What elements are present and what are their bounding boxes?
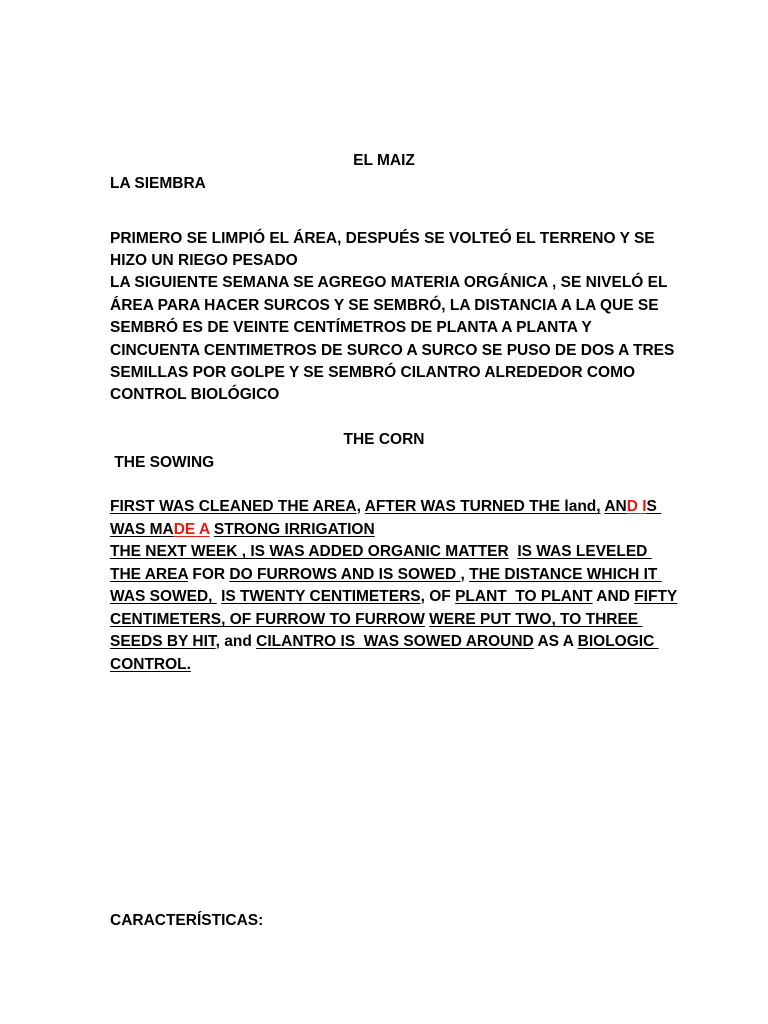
spanish-line-5: SEMBRÓ ES DE VEINTE CENTÍMETROS DE PLANTA A PLANTA Y <box>110 319 592 336</box>
english-line-4 <box>110 565 662 585</box>
text-segment: , <box>356 498 365 515</box>
text-segment: WAS SOWED, <box>110 588 217 605</box>
text-segment: DO FURROWS AND IS SOWED <box>229 566 461 583</box>
text-segment: FIRST WAS CLEANED THE AREA <box>110 498 357 515</box>
text-segment: S <box>646 498 662 515</box>
text-segment: PLANT TO PLANT <box>455 588 593 605</box>
text-segment: THE NEXT WEEK , IS WAS ADDED ORGANIC MATTER <box>110 543 509 560</box>
text-segment: CENTIMETERS, OF FURROW TO FURROW <box>110 611 425 628</box>
spanish-line-2: HIZO UN RIEGO PESADO <box>110 252 298 269</box>
characteristics-heading: CARACTERÍSTICAS: <box>110 912 264 929</box>
text-segment: WERE PUT TWO, TO THREE <box>429 611 643 628</box>
spanish-line-7: SEMILLAS POR GOLPE Y SE SEMBRÓ CILANTRO ALREDEDOR COMO <box>110 364 636 381</box>
text-segment: STRONG IRRIGATION <box>213 521 375 538</box>
highlighted-correction: D I <box>626 498 647 515</box>
english-line-1 <box>110 497 661 517</box>
english-line-8 <box>110 655 191 675</box>
spanish-line-8: CONTROL BIOLÓGICO <box>110 386 280 403</box>
spanish-subtitle: LA SIEMBRA <box>110 175 206 192</box>
text-segment: CONTROL. <box>110 656 191 673</box>
text-segment: FIFTY <box>634 588 678 605</box>
spanish-line-1: PRIMERO SE LIMPIÓ EL ÁREA, DESPUÉS SE VOLTEÓ EL TERRENO Y SE <box>110 230 655 247</box>
text-segment: BIOLOGIC <box>577 633 659 650</box>
text-segment: THE AREA <box>110 566 189 583</box>
english-title: THE CORN <box>343 431 425 448</box>
english-line-6 <box>110 610 642 630</box>
text-segment: IS TWENTY CENTIMETERS <box>221 588 421 605</box>
text-segment: , <box>460 566 470 583</box>
text-segment: WAS MA <box>110 521 174 538</box>
text-segment: FOR <box>188 566 230 583</box>
spanish-title: EL MAIZ <box>353 152 415 169</box>
english-subtitle: THE SOWING <box>110 454 215 471</box>
english-line-3 <box>110 542 652 562</box>
text-segment: CILANTRO IS WAS SOWED AROUND <box>256 633 534 650</box>
text-segment: , and <box>215 633 257 650</box>
text-segment: , OF <box>420 588 456 605</box>
spanish-line-6: CINCUENTA CENTIMETROS DE SURCO A SURCO SE PUSO DE DOS A TRES <box>110 342 675 359</box>
text-segment: AN <box>604 498 627 515</box>
english-line-2 <box>110 520 375 540</box>
spanish-line-4: ÁREA PARA HACER SURCOS Y SE SEMBRÓ, LA DISTANCIA A LA QUE SE <box>110 297 659 314</box>
spanish-line-3: LA SIGUIENTE SEMANA SE AGREGO MATERIA ORGÁNICA , SE NIVELÓ EL <box>110 274 668 291</box>
english-line-7 <box>110 632 659 652</box>
text-segment: SEEDS BY HIT <box>110 633 216 650</box>
text-segment: IS WAS LEVELED <box>517 543 652 560</box>
text-segment: AND <box>592 588 635 605</box>
highlighted-correction: DE A <box>173 521 210 538</box>
text-segment: AS A <box>533 633 578 650</box>
english-line-5 <box>110 587 677 607</box>
text-segment: THE DISTANCE WHICH IT <box>469 566 662 583</box>
text-segment: AFTER WAS TURNED THE land, <box>364 498 601 515</box>
